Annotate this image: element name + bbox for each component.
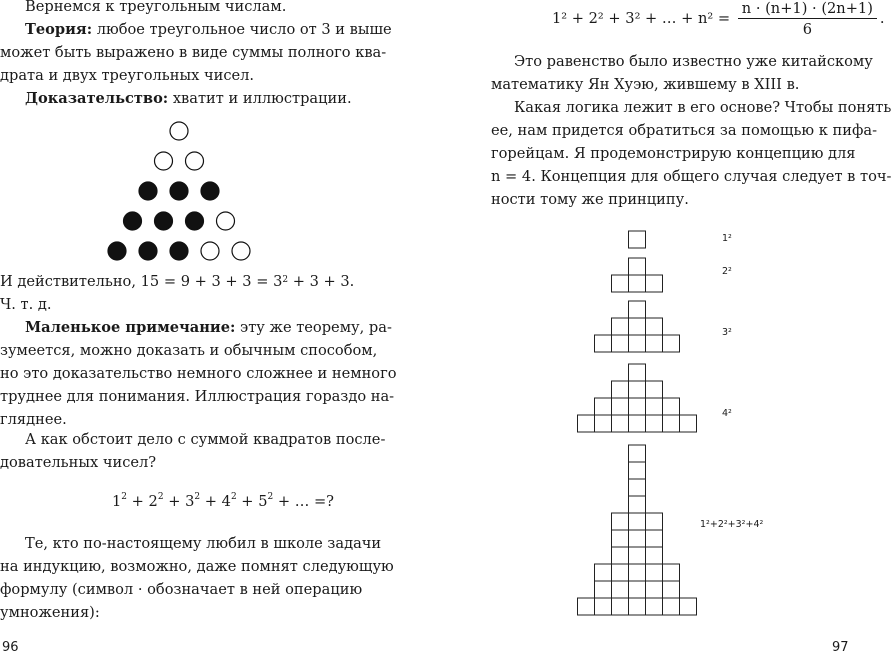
indeed-exponent: 2 (282, 275, 289, 285)
grid-square (646, 275, 663, 292)
filled-dot (170, 242, 188, 260)
filled-dot (186, 212, 204, 230)
grid-square (646, 318, 663, 335)
empty-dot (170, 122, 188, 140)
empty-dot (201, 242, 219, 260)
grid-square (629, 398, 646, 415)
proof-line (25, 87, 352, 110)
induction-line-3: формулу (символ · обозначает в ней операцию (0, 581, 363, 598)
stack-square (629, 479, 646, 496)
formula-exp: 2 (267, 492, 274, 502)
stack-square (629, 564, 646, 581)
filled-dot (124, 212, 142, 230)
history-line-2: математику Ян Хуэю, жившему в XIII в. (491, 76, 800, 93)
theory-line-1 (25, 18, 392, 41)
note-label: Маленькое примечание: (25, 319, 236, 336)
formula-term: 4 (221, 493, 231, 510)
grid-square (629, 301, 646, 318)
grid-square (629, 258, 646, 275)
logic-line-5: ности тому же принципу. (491, 191, 689, 208)
grid-square (612, 275, 629, 292)
grid-square (629, 318, 646, 335)
pyramid-squares-figure (574, 225, 724, 620)
proof-text: хватит и иллюстрации. (172, 90, 352, 107)
theory-line-3: драта и двух треугольных чисел. (0, 67, 255, 84)
sum-of-squares-formula: $1^2 + 2^2 + 3^2 + 4^2 + 5^2$ + … =? (112, 492, 335, 510)
induction-line-4: умножения): (0, 604, 100, 621)
indeed-text: И действительно, 15 = 9 + 3 + 3 = 3 (0, 273, 283, 290)
formula-term: 3 (185, 493, 195, 510)
theory-line-2: может быть выражено в виде суммы полного ква- (0, 44, 387, 61)
grid-square (629, 275, 646, 292)
page-number-right: 97 (832, 640, 849, 655)
closed-form-fraction (738, 0, 877, 38)
grid-square (612, 335, 629, 352)
stack-square (663, 598, 680, 615)
note-line-3: но это доказательство немного сложнее и немного (0, 365, 397, 382)
formula-term: 1 (112, 493, 122, 510)
page-number-left: 96 (2, 640, 19, 655)
stack-square (595, 581, 612, 598)
stack-square (646, 581, 663, 598)
stack-square (612, 564, 629, 581)
formula-tail: + … =? (277, 493, 335, 510)
sum-of-squares-closed-form: 1² + 2² + 3² + … + n² = $\frac{n \cdot (n+1) \cdot (2n+1)}{6}$ . (552, 0, 885, 38)
stack-square (663, 564, 680, 581)
label-4-squared: 4² (722, 408, 732, 419)
formula-exp: 2 (230, 492, 237, 502)
stack-square (629, 598, 646, 615)
closed-form-lhs: 1² + 2² + 3² + … + n² = (552, 10, 731, 27)
formula-exp: 2 (194, 492, 201, 502)
empty-dot (155, 152, 173, 170)
question-line-1: А как обстоит дело с суммой квадратов после- (25, 431, 386, 448)
stack-square (595, 564, 612, 581)
grid-square (595, 398, 612, 415)
filled-dot (201, 182, 219, 200)
stack-square (612, 547, 629, 564)
label-2-squared: 2² (722, 266, 732, 277)
stack-square (629, 462, 646, 479)
note-text-1: эту же теорему, ра- (240, 319, 392, 336)
grid-square (646, 381, 663, 398)
stack-square (680, 598, 697, 615)
stack-square (595, 598, 612, 615)
filled-dot (170, 182, 188, 200)
indeed-suffix: + 3 + 3. (288, 273, 355, 290)
question-line-2: довательных чисел? (0, 454, 157, 471)
stack-square (629, 445, 646, 462)
stack-square (612, 530, 629, 547)
history-line-1: Это равенство было известно уже китайскому (514, 53, 873, 70)
stack-square (646, 513, 663, 530)
qed-line: Ч. т. д. (0, 296, 52, 313)
stack-square (629, 530, 646, 547)
filled-dot (139, 182, 157, 200)
filled-dot (139, 242, 157, 260)
note-line-2: зумеется, можно доказать и обычным способом, (0, 342, 378, 359)
grid-square (663, 335, 680, 352)
closed-form-denominator: 6 (802, 21, 812, 38)
grid-square (646, 335, 663, 352)
triangle-dot-illustration (100, 118, 260, 258)
logic-line-3: горейцам. Я продемонстрирую концепцию для (491, 145, 856, 162)
empty-dot (217, 212, 235, 230)
empty-dot (186, 152, 204, 170)
filled-dot (108, 242, 126, 260)
grid-square (595, 335, 612, 352)
stack-square (629, 496, 646, 513)
stack-square (612, 598, 629, 615)
right-page (424, 0, 891, 658)
stack-square (612, 581, 629, 598)
grid-square (612, 318, 629, 335)
grid-square (629, 415, 646, 432)
grid-square (629, 231, 646, 248)
grid-square (680, 415, 697, 432)
grid-square (612, 381, 629, 398)
label-sum-of-squares: 1²+2²+3²+4² (700, 519, 764, 530)
formula-term: 5 (258, 493, 268, 510)
filled-dot (155, 212, 173, 230)
formula-term: 2 (148, 493, 158, 510)
logic-line-1: Какая логика лежит в его основе? Чтобы понять (514, 99, 891, 116)
stack-square (646, 547, 663, 564)
grid-square (629, 381, 646, 398)
grid-square (612, 398, 629, 415)
left-page (0, 0, 424, 658)
logic-line-4: n = 4. Концепция для общего случая следует в точ- (491, 168, 891, 185)
intro-line: Вернемся к треугольным числам. (25, 0, 287, 15)
theory-label: Теория: (25, 21, 93, 38)
label-3-squared: 3² (722, 327, 732, 338)
stack-square (578, 598, 595, 615)
grid-square (595, 415, 612, 432)
proof-label: Доказательство: (25, 90, 169, 107)
stack-square (663, 581, 680, 598)
stack-square (629, 513, 646, 530)
grid-square (629, 364, 646, 381)
note-line-5: гляднее. (0, 411, 67, 428)
closed-form-numerator: n · (n+1) · (2n+1) (738, 0, 877, 19)
induction-line-1: Те, кто по-настоящему любил в школе задачи (25, 535, 382, 552)
formula-exp: 2 (121, 492, 128, 502)
note-line-4: труднее для понимания. Иллюстрация гораздо на- (0, 388, 395, 405)
empty-dot (232, 242, 250, 260)
stack-square (629, 581, 646, 598)
grid-square (578, 415, 595, 432)
label-1-squared: 1² (722, 233, 732, 244)
grid-square (663, 415, 680, 432)
logic-line-2: ее, нам придется обратиться за помощью к пифа- (491, 122, 878, 139)
stack-square (629, 547, 646, 564)
note-line-1 (25, 316, 392, 339)
grid-square (646, 415, 663, 432)
grid-square (663, 398, 680, 415)
stack-square (646, 530, 663, 547)
stack-square (646, 598, 663, 615)
grid-square (612, 415, 629, 432)
indeed-line (0, 270, 354, 293)
induction-line-2: на индукцию, возможно, даже помнят следующую (0, 558, 394, 575)
formula-exp: 2 (157, 492, 164, 502)
grid-square (646, 398, 663, 415)
grid-square (629, 335, 646, 352)
stack-square (612, 513, 629, 530)
theory-text-1: любое треугольное число от 3 и выше (96, 21, 392, 38)
stack-square (646, 564, 663, 581)
